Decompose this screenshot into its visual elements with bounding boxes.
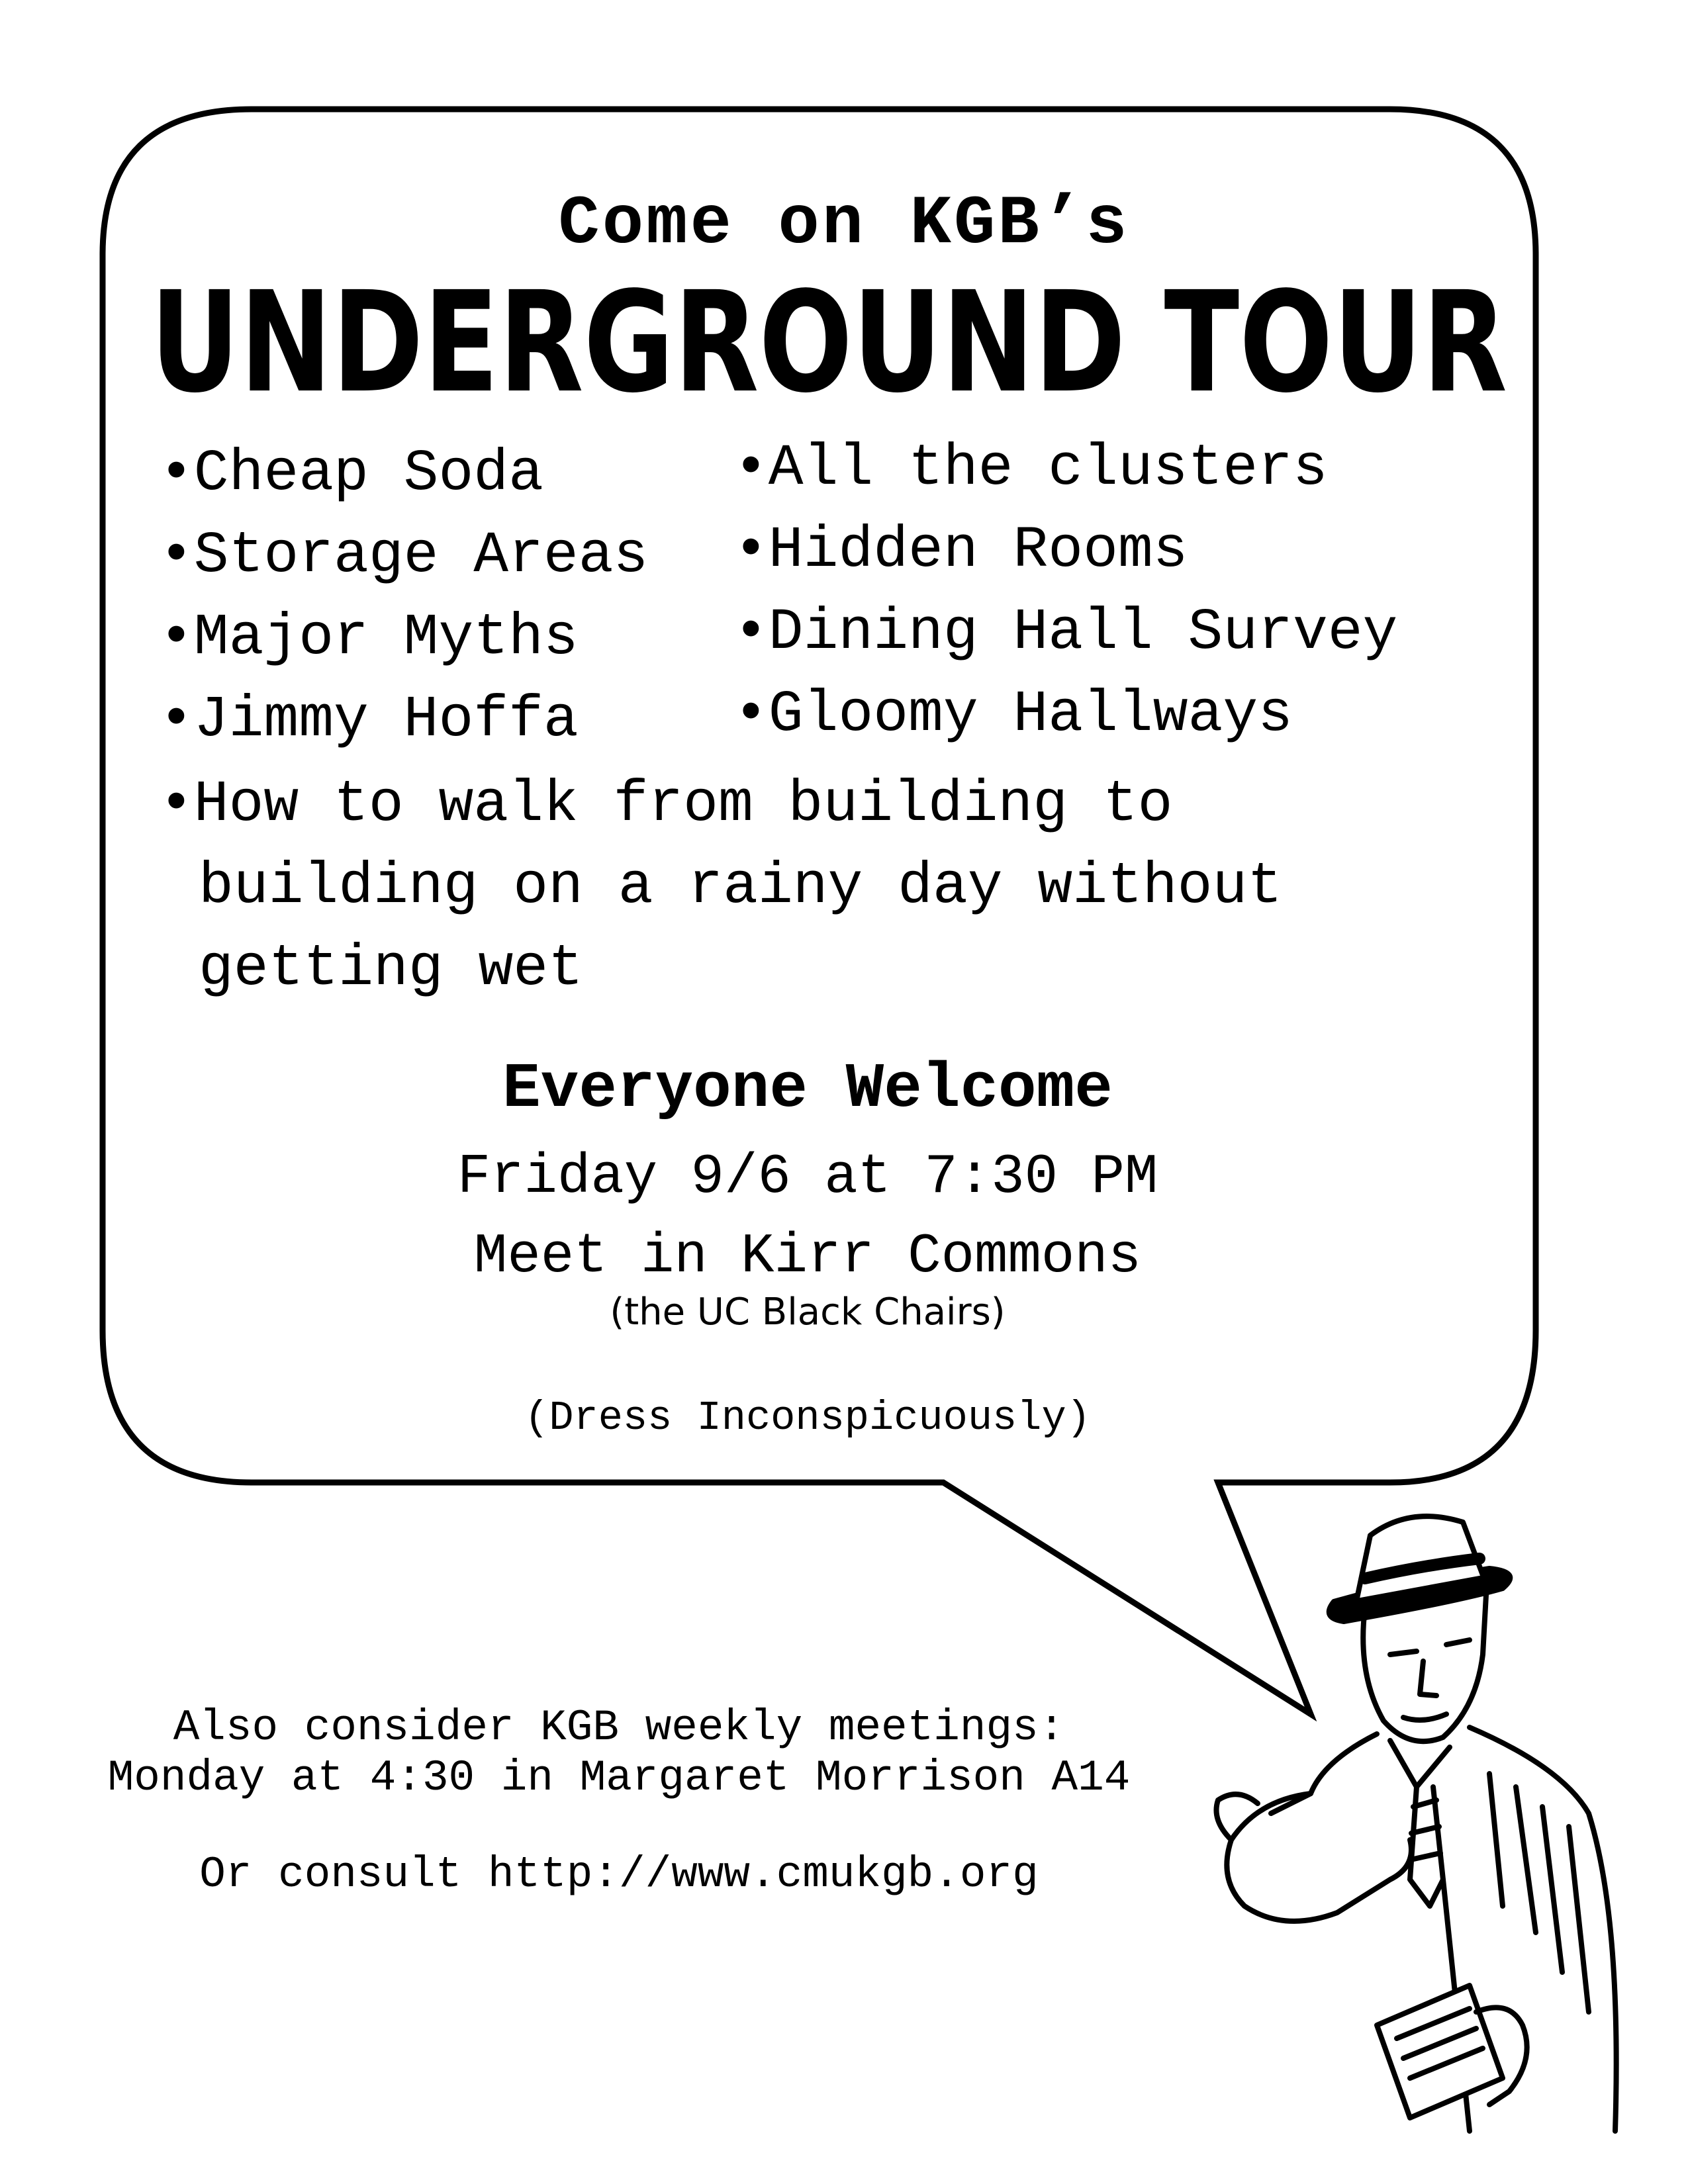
face-features <box>1390 1640 1470 1720</box>
bullet-major-myths: •Major Myths <box>159 606 579 671</box>
main-title <box>147 265 1511 410</box>
jacket-shading <box>1489 1774 1589 2012</box>
bullet-walk-line-1: •How to walk from building to <box>159 772 1173 838</box>
bullet-cheap-soda: •Cheap Soda <box>159 441 543 507</box>
bullet-dining-hall-survey: •Dining Hall Survey <box>733 600 1398 666</box>
everyone-welcome: Everyone Welcome <box>502 1053 1113 1125</box>
bullet-jimmy-hoffa: •Jimmy Hoffa <box>159 688 579 753</box>
bullet-walk-line-3: getting wet <box>199 936 583 1002</box>
meetings-line-1: Also consider KGB weekly meetings: <box>173 1703 1065 1752</box>
dress-note: (Dress Inconspicuously) <box>524 1394 1091 1441</box>
website-line: Or consult http://www.cmukgb.org <box>199 1850 1039 1899</box>
event-location: Meet in Kirr Commons <box>473 1226 1142 1289</box>
meetings-line-2: Monday at 4:30 in Margaret Morrison A14 <box>107 1753 1131 1803</box>
event-date-time: Friday 9/6 at 7:30 PM <box>457 1146 1158 1209</box>
bullet-all-clusters: •All the clusters <box>733 436 1328 502</box>
spy-illustration <box>1192 1509 1642 2144</box>
pointing-arm <box>1227 1794 1411 1921</box>
event-location-note: (the UC Black Chairs) <box>610 1291 1006 1334</box>
bullet-storage-areas: •Storage Areas <box>159 523 649 589</box>
main-title-text: UNDERGROUND TOUR <box>150 265 1507 410</box>
bullet-gloomy-hallways: •Gloomy Hallways <box>733 682 1293 748</box>
intro-heading: Come on KGB’s <box>558 185 1130 263</box>
paper <box>1377 1985 1503 2118</box>
bullet-hidden-rooms: •Hidden Rooms <box>733 518 1188 584</box>
bullet-walk-line-2: building on a rainy day without <box>199 854 1283 920</box>
